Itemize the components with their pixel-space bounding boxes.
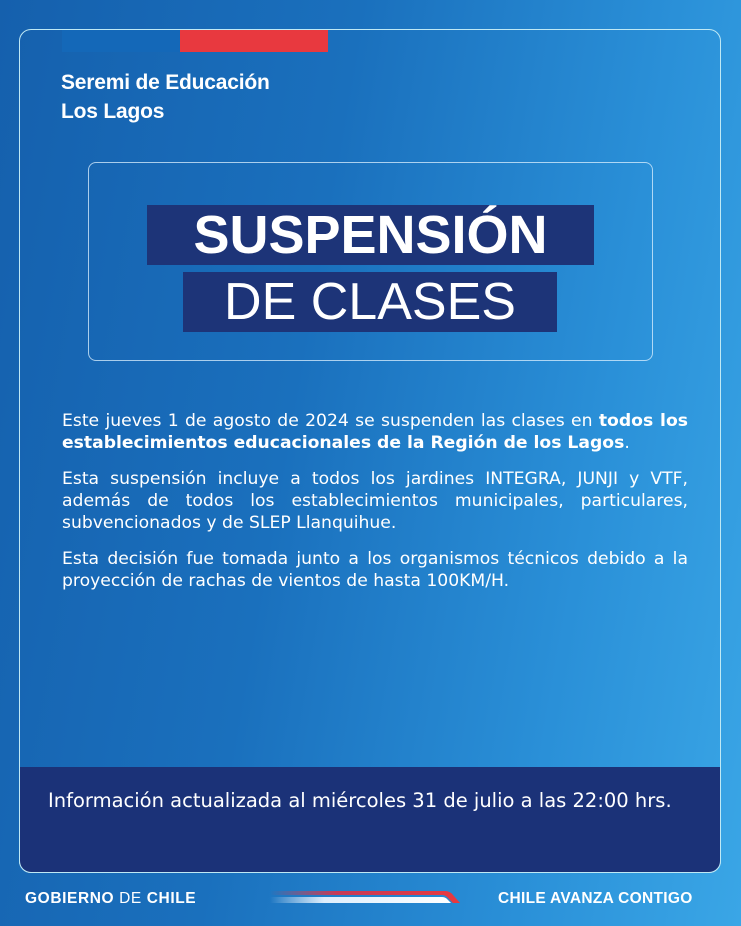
paragraph-1-tail: . [624,433,630,453]
organization-name [61,68,270,126]
paragraph-date [62,410,688,454]
paragraph-1-bold: todos los establecimientos educacionales de la Región de los Lagos [62,411,688,453]
paragraph-scope: Esta suspensión incluye a todos los jardines INTEGRA, JUNJI y VTF, además de todos los establecimientos municipales, particulares, subvencionados y de SLEP Llanquihue. [62,469,688,533]
gov-word-2: DE [114,890,147,907]
announcement-body [62,410,688,606]
flag-bar-red [180,30,328,52]
gov-word-1: GOBIERNO [25,890,115,907]
gobierno-de-chile-logo [25,890,196,908]
paragraph-reason: Esta decisión fue tomada junto a los organismos técnicos debido a la proyección de rachas de vientos de hasta 100KM/H. [62,549,688,591]
slogan: CHILE AVANZA CONTIGO [498,890,693,907]
flag-bar-blue [62,30,180,52]
org-line-2: Los Lagos [61,100,165,123]
title-suspension: SUSPENSIÓN [147,205,594,265]
title-de-clases: DE CLASES [183,272,557,332]
org-line-1: Seremi de Educación [61,71,270,94]
gov-word-3: CHILE [146,890,197,907]
chile-flag-swoosh-icon [270,888,460,910]
update-notice-band [19,767,721,873]
update-notice: Información actualizada al miércoles 31 de julio a las 22:00 hrs. [48,789,672,812]
paragraph-1-lead: Este jueves 1 de agosto de 2024 se suspenden las clases en [62,411,599,431]
